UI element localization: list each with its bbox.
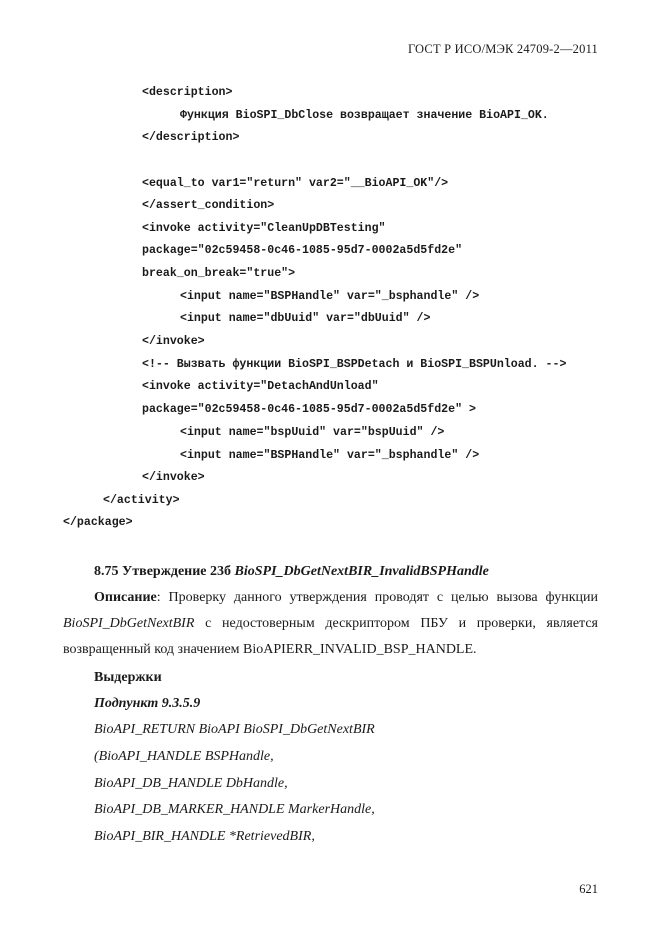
description-label: Описание (94, 590, 157, 605)
signature-line: BioAPI_DB_MARKER_HANDLE MarkerHandle, (94, 802, 375, 817)
description-paragraph (63, 585, 598, 663)
code-line: break_on_break="true"> (142, 267, 296, 280)
code-line: <invoke activity="CleanUpDBTesting" (142, 222, 386, 235)
signature-line: BioAPI_BIR_HANDLE *RetrievedBIR, (94, 829, 315, 844)
code-line: <description> (142, 86, 233, 99)
code-line: <input name="BSPHandle" var="_bsphandle" /> (180, 449, 480, 462)
code-line: <input name="BSPHandle" var="_bsphandle" /> (180, 290, 480, 303)
section-name: BioSPI_DbGetNextBIR_InvalidBSPHandle (234, 564, 489, 579)
code-line: <equal_to var1="return" var2="__BioAPI_OK"/> (142, 177, 449, 190)
code-line: </invoke> (142, 471, 205, 484)
code-line: <input name="bspUuid" var="bspUuid" /> (180, 426, 445, 439)
code-line: </invoke> (142, 335, 205, 348)
signature-line: BioAPI_RETURN BioAPI BioSPI_DbGetNextBIR (94, 722, 375, 737)
description-rest: с недостоверным дескриптором ПБУ и проверки, является возвращенный код значением BioAPIERR_INVALID_BSP_HANDLE. (63, 616, 598, 657)
subclause-label: Подпункт 9.3.5.9 (94, 696, 201, 711)
code-line: Функция BioSPI_DbClose возвращает значение BioAPI_OK. (180, 109, 549, 122)
code-line: </activity> (103, 494, 180, 507)
code-comment-line: <!-- Вызвать функции BioSPI_BSPDetach и BioSPI_BSPUnload. --> (142, 358, 567, 371)
signature-line: BioAPI_DB_HANDLE DbHandle, (94, 776, 288, 791)
section-heading (94, 564, 489, 580)
description-text: : Проверку данного утверждения проводят с целью вызова функции (156, 590, 598, 605)
code-line: package="02c59458-0c46-1085-95d7-0002a5d5fd2e" > (142, 403, 476, 416)
signature-line: (BioAPI_HANDLE BSPHandle, (94, 749, 274, 764)
section-number-title: 8.75 Утверждение 23б (94, 564, 235, 579)
code-line: <input name="dbUuid" var="dbUuid" /> (180, 312, 431, 325)
page-header: ГОСТ Р ИСО/МЭК 24709-2—2011 (407, 42, 598, 56)
description-function: BioSPI_DbGetNextBIR (63, 616, 195, 631)
excerpts-label: Выдержки (94, 670, 162, 685)
page-number: 621 (579, 882, 598, 896)
code-line: </description> (142, 131, 240, 144)
code-line: </package> (63, 516, 133, 529)
code-line: <invoke activity="DetachAndUnload" (142, 380, 379, 393)
code-line: package="02c59458-0c46-1085-95d7-0002a5d5fd2e" (142, 244, 463, 257)
code-line: </assert_condition> (142, 199, 275, 212)
